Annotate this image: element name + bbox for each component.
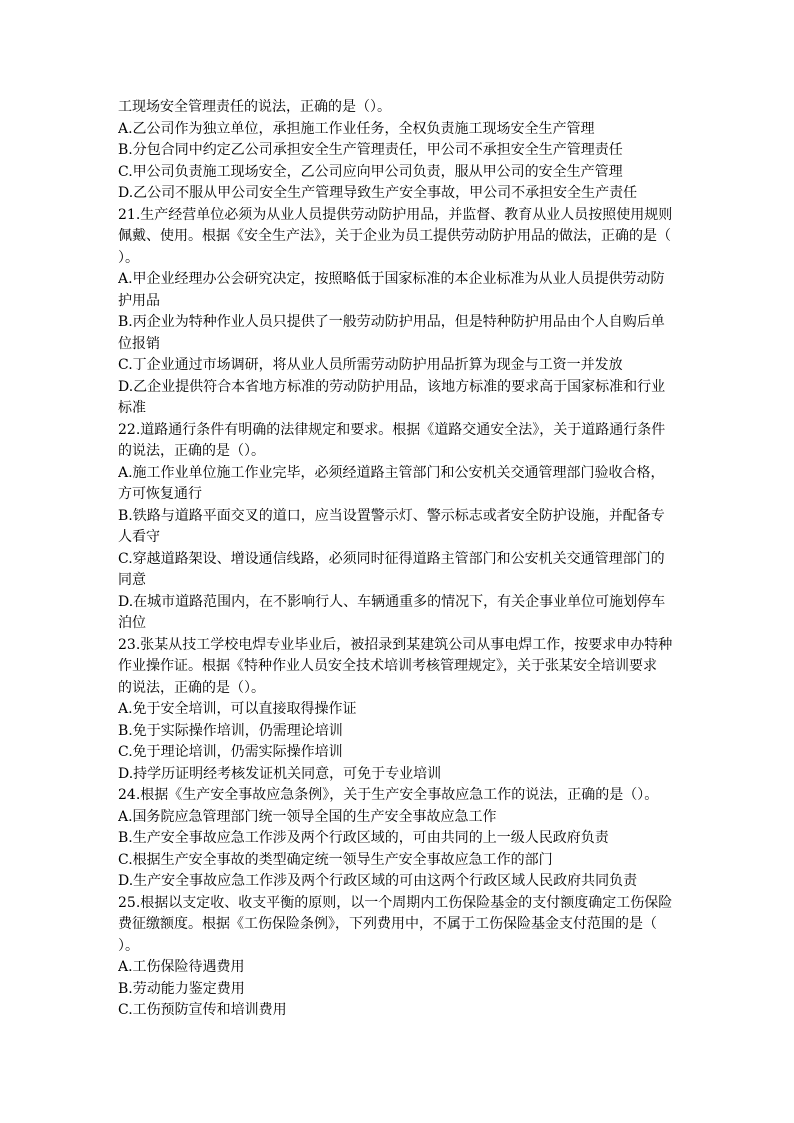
document-line: A.甲企业经理办公会研究决定，按照略低于国家标准的本企业标准为从业人员提供劳动防 [118, 271, 665, 287]
document-line: C.甲公司负责施工现场安全，乙公司应向甲公司负责，服从甲公司的安全生产管理 [118, 163, 623, 180]
document-line: B.铁路与道路平面交叉的道口，应当设置警示灯、警示标志或者安全防护设施，并配备专 [118, 507, 665, 524]
document-line: 标准 [118, 400, 146, 416]
document-line: ）。 [118, 249, 139, 266]
document-line: C.免于理论培训，仍需实际操作培训 [118, 744, 343, 760]
document-line: 佩戴、使用。根据《安全生产法》，关于企业为员工提供劳动防护用品的做法，正确的是（ [118, 228, 671, 244]
document-line: D.生产安全事故应急工作涉及两个行政区域的可由这两个行政区域人民政府共同负责 [118, 873, 638, 889]
document-line: B.丙企业为特种作业人员只提供了一般劳动防护用品，但是特种防护用品由个人自购后单 [118, 314, 665, 330]
document-line: 位报销 [118, 335, 160, 352]
document-line: 25.根据以支定收、收支平衡的原则，以一个周期内工伤保险基金的支付额度确定工伤保险 [118, 894, 673, 911]
document-line: A.乙公司作为独立单位，承担施工作业任务，全权负责施工现场安全生产管理 [118, 120, 595, 137]
document-line: 泊位 [118, 615, 146, 631]
document-line: C.丁企业通过市场调研，将从业人员所需劳动防护用品折算为现金与工资一并发放 [118, 357, 623, 373]
document-line: A.工伤保险待遇费用 [118, 959, 245, 975]
document-line: D.持学历证明经考核发证机关同意，可免于专业培训 [118, 765, 442, 782]
document-line: 方可恢复通行 [118, 486, 202, 502]
document-line: 22.道路通行条件有明确的法律规定和要求。根据《道路交通安全法》，关于道路通行条件 [118, 421, 666, 438]
document-line: A.施工作业单位施工作业完毕，必须经道路主管部门和公安机关交通管理部门验收合格， [118, 464, 665, 481]
document-line: 23.张某从技工学校电焊专业毕业后，被招录到某建筑公司从事电焊工作，按要求申办特种 [118, 636, 673, 653]
document-body [118, 97, 678, 1022]
document-line: D.乙公司不服从甲公司安全生产管理导致生产安全事故，甲公司不承担安全生产责任 [118, 185, 638, 201]
document-line: C.工伤预防宣传和培训费用 [118, 1002, 287, 1018]
document-line: B.劳动能力鉴定费用 [118, 980, 245, 997]
document-line: 的说法，正确的是（）。 [118, 443, 265, 459]
document-line: D.在城市道路范围内，在不影响行人、车辆通重多的情况下，有关企事业单位可施划停车 [118, 593, 666, 610]
document-line: 工现场安全管理责任的说法，正确的是（）。 [118, 99, 391, 115]
document-line: A.国务院应急管理部门统一领导全国的生产安全事故应急工作 [118, 808, 497, 825]
document-line: 作业操作证。根据《特种作业人员安全技术培训考核管理规定》，关于张某安全培训要求 [118, 658, 657, 674]
document-line: B.分包合同中约定乙公司承担安全生产管理责任，甲公司不承担安全生产管理责任 [118, 142, 623, 158]
document-line: 人看守 [118, 529, 160, 545]
document-line: 同意 [118, 572, 146, 588]
document-line: 费征缴额度。根据《工伤保险条例》，下列费用中，不属于工伤保险基金支付范围的是（ [118, 916, 657, 932]
document-line: 的说法，正确的是（）。 [118, 679, 265, 696]
document-line: D.乙企业提供符合本省地方标准的劳动防护用品，该地方标准的要求高于国家标准和行业 [118, 378, 666, 395]
document-line: 21.生产经营单位必须为从业人员提供劳动防护用品，并监督、教育从业人员按照使用规则 [118, 206, 673, 223]
document-line: 24.根据《生产安全事故应急条例》，关于生产安全事故应急工作的说法，正确的是（）。 [118, 787, 659, 803]
document-line: B.免于实际操作培训，仍需理论培训 [118, 722, 343, 739]
document-line: B.生产安全事故应急工作涉及两个行政区域的，可由共同的上一级人民政府负责 [118, 830, 609, 846]
document-line: C.穿越道路架设、增设通信线路，必须同时征得道路主管部门和公安机关交通管理部门的 [118, 550, 665, 567]
document-line: C.根据生产安全事故的类型确定统一领导生产安全事故应急工作的部门 [118, 851, 553, 868]
document-line: ）。 [118, 937, 139, 954]
document-line: 护用品 [118, 292, 160, 309]
document-line: A.免于安全培训，可以直接取得操作证 [118, 701, 357, 717]
